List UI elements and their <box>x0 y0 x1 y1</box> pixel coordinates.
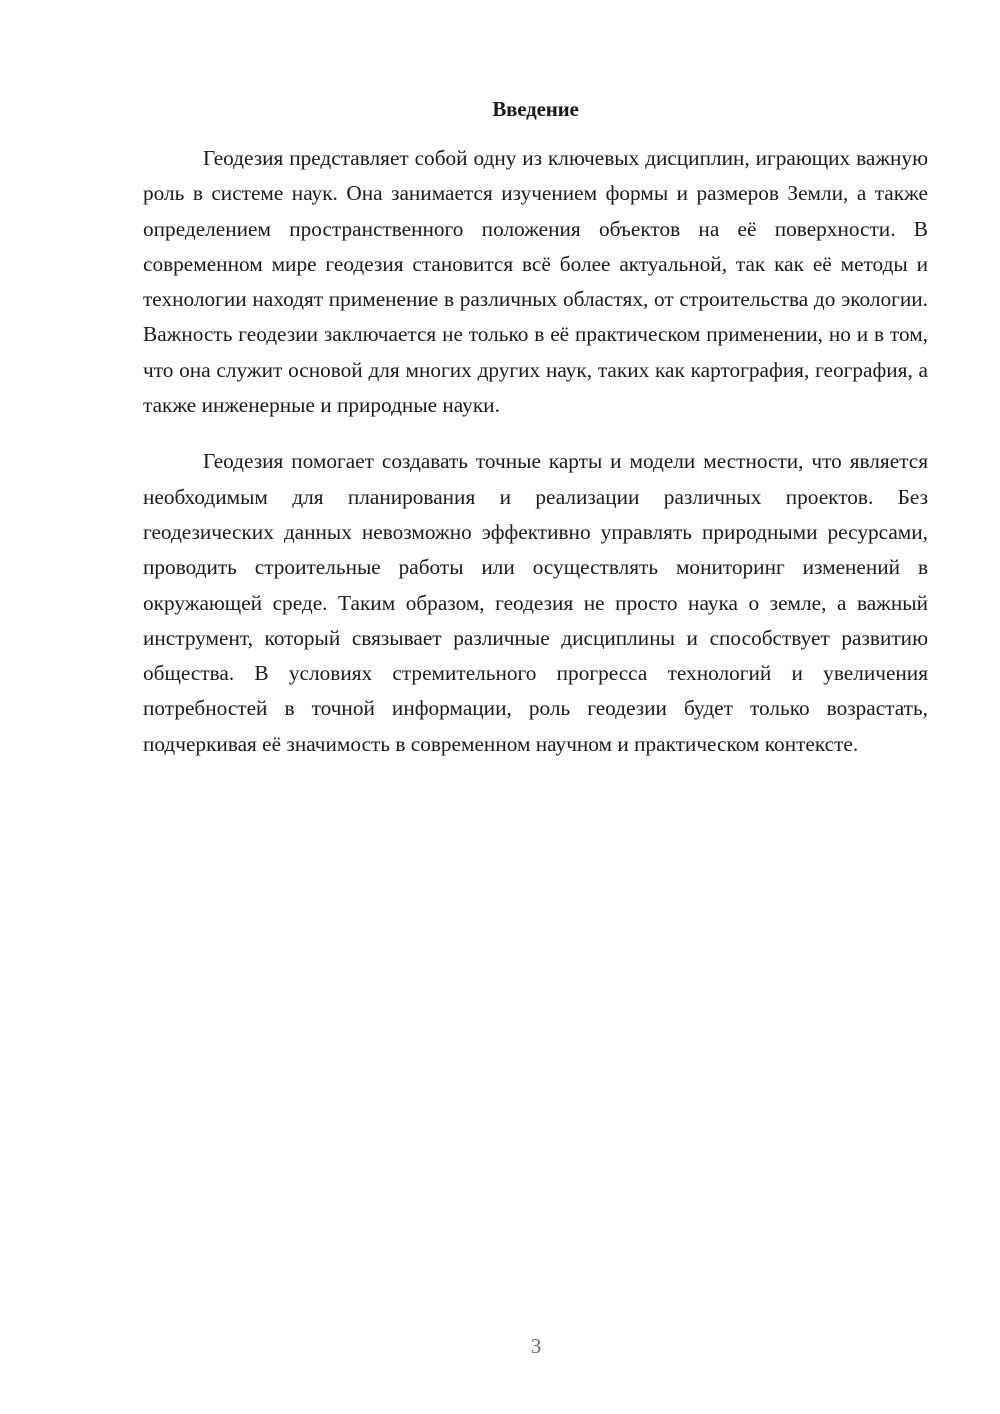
page-content <box>143 92 928 762</box>
paragraph-1: Геодезия представляет собой одну из ключевых дисциплин, играющих важную роль в системе наук. Она занимается изучением формы и размеров Земли, а также определением пространственного положения объектов на её поверхности. В современном мире геодезия становится всё более актуальной, так как её методы и технологии находят применение в различных областях, от строительства до экологии. Важность геодезии заключается не только в её практическом применении, но и в том, что она служит основой для многих других наук, таких как картография, география, а также инженерные и природные науки. <box>143 146 928 418</box>
page-number: 3 <box>530 1334 542 1358</box>
paragraph-2: Геодезия помогает создавать точные карты и модели местности, что является необходимым для планирования и реализации различных проектов. Без геодезических данных невозможно эффективно управлять природными ресурсами, проводить строительные работы или осуществлять мониторинг изменений в окружающей среде. Таким образом, геодезия не просто наука о земле, а важный инструмент, который связывает различные дисциплины и способствует развитию общества. В условиях стремительного прогресса технологий и увеличения потребностей в точной информации, роль геодезии будет только возрастать, подчеркивая её значимость в современном научном и практическом контексте. <box>143 449 928 756</box>
section-title: Введение <box>492 97 579 121</box>
